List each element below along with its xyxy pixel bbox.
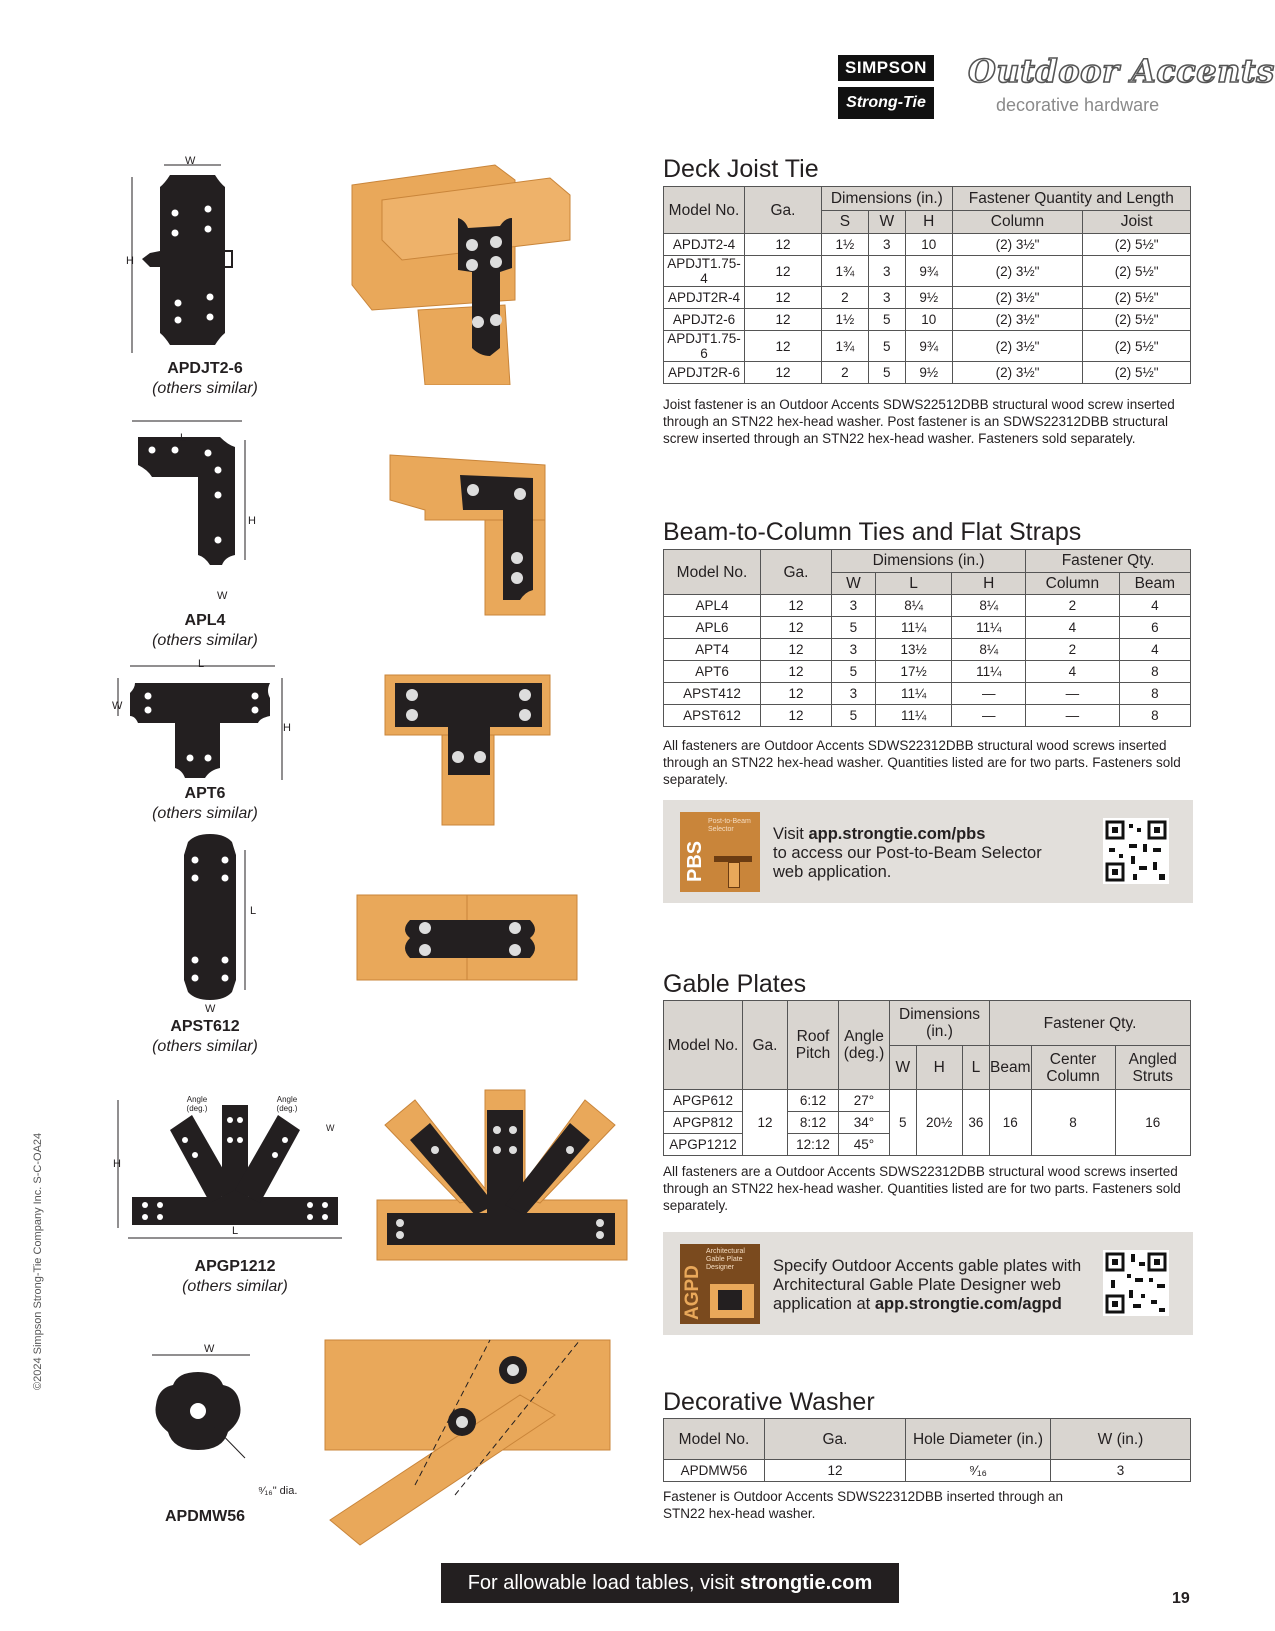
header-angle: Angle (deg.) (839, 1001, 890, 1090)
apdmw-diagram (140, 1340, 310, 1490)
apst-installed-drawing (355, 890, 580, 985)
apt-label: APT6 (184, 785, 226, 802)
apgp-angle-right: Angle (deg.) (276, 1095, 298, 1113)
header-fastener: Fastener Qty. (990, 1001, 1191, 1046)
header-s: S (822, 210, 869, 234)
brand-line2: Strong-Tie (838, 87, 934, 119)
header-beam: Beam (1119, 572, 1190, 595)
header-l: L (875, 572, 952, 595)
apl-label: APL4 (184, 612, 226, 629)
simpson-strong-tie-logo (838, 55, 934, 121)
deck-joist-tie-title: Deck Joist Tie (663, 155, 819, 183)
agpd-icon-label: AGPD (682, 1265, 703, 1320)
apdjt-installed-drawing (340, 160, 575, 385)
header-h: H (952, 572, 1026, 595)
apgp-installed-drawing (375, 1085, 630, 1265)
apst-sub: (others similar) (152, 1038, 258, 1055)
apgp-dim-l: L (232, 1225, 239, 1237)
header-w: W (890, 1046, 917, 1090)
pbs-app-icon (680, 812, 760, 892)
table-row: APDJT1.75-6 12 1¾ 5 9¾ (2) 3½" (2) 5½" (664, 331, 1191, 362)
washer-title: Decorative Washer (663, 1388, 875, 1416)
header-w: W (868, 210, 905, 234)
apgp-dim-w: W (326, 1123, 335, 1133)
pbs-link[interactable]: app.strongtie.com/pbs (808, 825, 986, 843)
apgp-sub: (others similar) (182, 1278, 288, 1295)
deck-joist-tie-note: Joist fastener is an Outdoor Accents SDWS22512DBB structural wood screw inserted through an STN22 hex-head washer. Post fastener is an SDWS22312DBB structural screw inserted through an STN22 hex-head washer. Fasteners sold separately. (663, 397, 1175, 446)
apdjt-label: APDJT2-6 (167, 360, 243, 377)
agpd-promo-text: Specify Outdoor Accents gable plates with Architectural Gable Plate Designer web application at app.strongtie.com/agpd (773, 1257, 1082, 1313)
pbs-icon-label: PBS (684, 840, 706, 882)
header-ga: Ga. (743, 1001, 788, 1090)
header-column: Column (1026, 572, 1120, 595)
apl-dim-w: W (217, 590, 228, 602)
table-row: APT4 12 3 13½ 8¼ 2 4 (664, 639, 1191, 661)
apt-sub: (others similar) (152, 805, 258, 822)
header-l: L (962, 1046, 989, 1090)
apt-dim-l: L (198, 658, 205, 670)
header-ga: Ga. (745, 187, 822, 234)
header-beam: Beam (990, 1046, 1032, 1090)
header-model: Model No. (664, 1001, 743, 1090)
apst-diagram (170, 830, 280, 1005)
table-row: APDJT2R-4 12 2 3 9½ (2) 3½" (2) 5½" (664, 287, 1191, 309)
apdjt-dim-h: H (126, 255, 134, 267)
header-w: W (in.) (1051, 1419, 1191, 1460)
header-fastener: Fastener Qty. (1026, 550, 1191, 573)
agpd-qr-code-icon[interactable] (1103, 1250, 1169, 1316)
header-column: Column (952, 210, 1083, 234)
apdmw-dia: ⁹⁄₁₆" dia. (258, 1485, 298, 1497)
header-h: H (916, 1046, 962, 1090)
agpd-link[interactable]: app.strongtie.com/agpd (874, 1295, 1062, 1313)
header-dimensions: Dimensions (in.) (822, 187, 953, 211)
apl-dim-l: L (180, 432, 187, 444)
apt-installed-drawing (380, 665, 555, 830)
apl-dim-h: H (248, 515, 256, 527)
apdjt-dim-w: W (185, 155, 196, 167)
outdoor-accents-logo: Outdoor Accents (968, 52, 1275, 90)
apl-diagram (120, 415, 260, 590)
apt-dim-h: H (283, 722, 291, 734)
table-row: APST612 12 5 11¼ — — 8 (664, 705, 1191, 727)
header-joist: Joist (1083, 210, 1191, 234)
header-dimensions: Dimensions (in.) (890, 1001, 990, 1046)
header-h: H (905, 210, 952, 234)
product-subtitle: decorative hardware (996, 95, 1160, 115)
header-w: W (832, 572, 876, 595)
strongtie-link[interactable]: strongtie.com (740, 1572, 873, 1594)
apdjt-plate-shape (142, 175, 225, 345)
agpd-app-icon (680, 1244, 760, 1324)
apgp-angle-left: Angle (deg.) (186, 1095, 208, 1113)
pbs-promo-text: Visit app.strongtie.com/pbs to access our Post-to-Beam Selector web application. (773, 825, 1042, 881)
table-row: APL4 12 3 8¼ 8¼ 2 4 (664, 595, 1191, 617)
beam-column-note: All fasteners are Outdoor Accents SDWS22312DBB structural wood screws inserted through an STN22 hex-head washer. Quantities listed are for two parts. Fasteners sold separately. (663, 738, 1181, 787)
table-row: APGP612 12 6:12 27° 5 20½ 36 16 8 16 (664, 1090, 1191, 1112)
apgp-label: APGP1212 (194, 1258, 276, 1275)
apst-label: APST612 (170, 1018, 240, 1035)
table-row: APDMW56 12 ⁹⁄₁₆ 3 (664, 1460, 1191, 1482)
header-fastener: Fastener Quantity and Length (952, 187, 1190, 211)
table-row: APDJT2R-6 12 2 5 9½ (2) 3½" (2) 5½" (664, 362, 1191, 384)
beam-column-title: Beam-to-Column Ties and Flat Straps (663, 518, 1082, 546)
apl-sub: (others similar) (152, 632, 258, 649)
deck-joist-tie-table (663, 186, 1191, 384)
header-ga: Ga. (765, 1419, 906, 1460)
gable-plates-title: Gable Plates (663, 970, 807, 998)
apst-dim-l: L (250, 905, 257, 917)
table-row: APGP1212 12:12 45° (664, 1134, 1191, 1156)
apdmw-label: APDMW56 (164, 1508, 245, 1525)
apst-dim-w: W (205, 1003, 216, 1015)
table-row: APDJT2-4 12 1½ 3 10 (2) 3½" (2) 5½" (664, 234, 1191, 256)
header-model: Model No. (664, 1419, 765, 1460)
header-model: Model No. (664, 550, 761, 595)
footer-load-tables-banner: For allowable load tables, visit strongtie.com (441, 1563, 899, 1603)
apdjt-diagram (120, 155, 260, 360)
agpd-icon-caption: Architectural Gable Plate Designer (706, 1248, 745, 1271)
table-row: APDJT2-6 12 1½ 5 10 (2) 3½" (2) 5½" (664, 309, 1191, 331)
table-row: APST412 12 3 11¼ — — 8 (664, 683, 1191, 705)
header-dimensions: Dimensions (in.) (832, 550, 1026, 573)
apgp-dim-h: H (113, 1158, 121, 1170)
pbs-qr-code-icon[interactable] (1103, 818, 1169, 884)
gable-plates-note: All fasteners are a Outdoor Accents SDWS22312DBB structural wood screws inserted through an STN22 hex-head washer. Quantities listed are for two parts. Fasteners sold separately. (663, 1164, 1181, 1213)
washer-note: Fastener is Outdoor Accents SDWS22312DBB inserted through an STN22 hex-head washer. (663, 1489, 1063, 1521)
apt-diagram (110, 658, 290, 783)
washer-table (663, 1418, 1191, 1482)
gable-plates-table (663, 1000, 1191, 1156)
apdmw-dim-w: W (204, 1343, 215, 1355)
brand-line1: SIMPSON (838, 55, 934, 81)
header-roof-pitch: Roof Pitch (788, 1001, 839, 1090)
page-number: 19 (1172, 1590, 1190, 1607)
header-hole-diameter: Hole Diameter (in.) (906, 1419, 1051, 1460)
header-model: Model No. (664, 187, 745, 234)
table-row: APDJT1.75-4 12 1¾ 3 9¾ (2) 3½" (2) 5½" (664, 256, 1191, 287)
pbs-icon-caption: Post-to-Beam Selector (708, 818, 751, 833)
apdjt-sub: (others similar) (152, 380, 258, 397)
table-row: APGP812 8:12 34° (664, 1112, 1191, 1134)
apl-installed-drawing (385, 450, 560, 625)
header-angled-struts: Angled Struts (1115, 1046, 1190, 1090)
beam-column-table (663, 549, 1191, 727)
apt-dim-w: W (112, 700, 123, 712)
table-row: APL6 12 5 11¼ 11¼ 4 6 (664, 617, 1191, 639)
header-ga: Ga. (761, 550, 832, 595)
header-center-column: Center Column (1031, 1046, 1115, 1090)
apdmw-installed-drawing (320, 1335, 620, 1550)
copyright-note: ©2024 Simpson Strong-Tie Company Inc. S-C-OA24 (32, 1132, 44, 1390)
table-row: APT6 12 5 17½ 11¼ 4 8 (664, 661, 1191, 683)
